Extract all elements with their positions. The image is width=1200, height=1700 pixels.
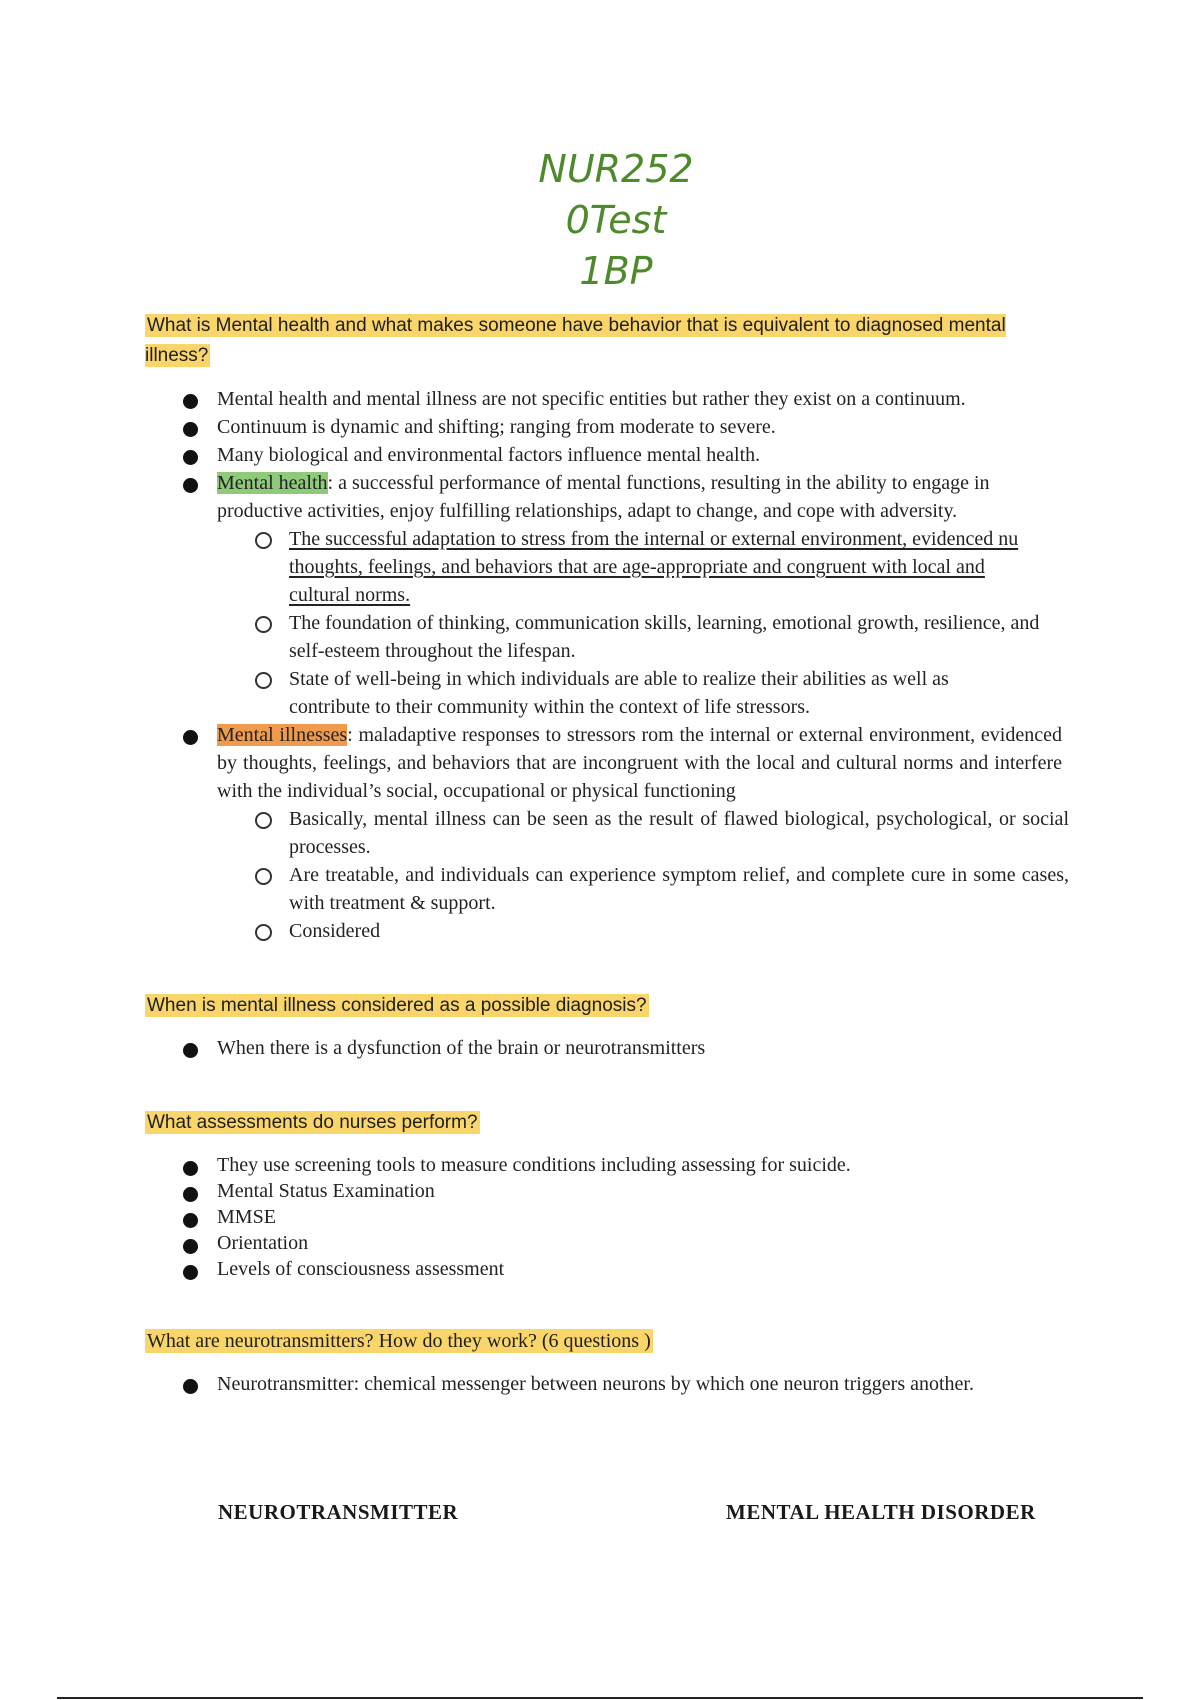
question-highlight: What are neurotransmitters? How do they work? (6 questions ) — [147, 1330, 651, 1352]
list-item — [0, 1370, 1062, 1398]
list-item-text: Mental Status Examination — [217, 1180, 435, 1202]
question-highlight: What assessments do nurses perform? — [147, 1112, 478, 1133]
sub-list-item — [217, 525, 1049, 609]
sub-list-item — [217, 861, 1069, 917]
bottom-divider — [57, 1697, 1143, 1699]
sub-list-item-text: The successful adaptation to stress from the internal or external environment, evidenced nu thoughts, feelings, and behaviors that are age-appropriate and congruent with local and cultural norms. — [289, 528, 1019, 606]
title-line-test: 0Test — [565, 198, 667, 242]
term-mental-illnesses: Mental illnesses — [217, 724, 348, 746]
title-line-bp: 1BP — [579, 249, 653, 293]
sub-list-item-text: The foundation of thinking, communication skills, learning, emotional growth, resilience, and self-esteem throughout the lifespan. — [289, 612, 1040, 662]
question-highlight: What is Mental health and what makes someone have behavior that is equivalent to diagnosed mental illness? — [145, 315, 1006, 366]
list-item-text: Levels of consciousness assessment — [217, 1258, 505, 1280]
definition-mental-illnesses: : maladaptive responses to stressors rom the internal or external environment, evidenced by thoughts, feelings, and behaviors that are incongruent with the local and cultural norms and interfere with the individual’s social, occupational or physical functioning — [217, 724, 1062, 802]
table-header-disorder: MENTAL HEALTH DISORDER — [726, 1500, 1036, 1524]
sub-list-item-text: Basically, mental illness can be seen as the result of flawed biological, psychological, or social processes. — [289, 808, 1069, 858]
sub-list-item — [217, 805, 1069, 861]
table-header-neurotransmitter: NEUROTRANSMITTER — [218, 1500, 459, 1524]
mental-health-sublist — [217, 525, 1062, 721]
list-item-text: Orientation — [217, 1232, 309, 1254]
bullet-icon — [183, 1043, 198, 1058]
list-item-text: MMSE — [217, 1206, 276, 1228]
list-item — [0, 385, 1062, 413]
list-item — [0, 721, 1069, 945]
list-item-text: Continuum is dynamic and shifting; ranging from moderate to severe. — [217, 416, 776, 438]
list-item-text: They use screening tools to measure conditions including assessing for suicide. — [217, 1154, 851, 1176]
sub-bullet-icon — [255, 616, 272, 633]
mental-illness-sublist — [217, 805, 1069, 945]
list-item — [0, 469, 1062, 721]
definition-mental-health: : a successful performance of mental functions, resulting in the ability to engage in productive activities, enjoy fulfilling relationships, adapt to change, and cope with adversity. — [217, 472, 990, 522]
bullet-icon — [183, 730, 198, 745]
list-item — [0, 441, 1062, 469]
list-item-text: Neurotransmitter: chemical messenger between neurons by which one neuron triggers another. — [217, 1373, 974, 1395]
list-item — [0, 1204, 1062, 1230]
list-item — [0, 1230, 1062, 1256]
list-item — [0, 1034, 1062, 1062]
list-item-text: Mental health and mental illness are not specific entities but rather they exist on a continuum. — [217, 388, 966, 410]
bullet-icon — [183, 450, 198, 465]
sub-bullet-icon — [255, 868, 272, 885]
sub-list-item-text: State of well-being in which individuals are able to realize their abilities as well as contribute to their community within the context of life stressors. — [289, 668, 949, 718]
bullet-icon — [183, 478, 198, 493]
neurotransmitters-list — [0, 1370, 1062, 1398]
bullet-icon — [183, 1239, 198, 1254]
list-item-text: When there is a dysfunction of the brain or neurotransmitters — [217, 1037, 706, 1059]
sub-bullet-icon — [255, 672, 272, 689]
list-item-text: Many biological and environmental factors influence mental health. — [217, 444, 761, 466]
document-title — [0, 144, 1200, 297]
assessments-list — [0, 1152, 1062, 1282]
bullet-icon — [183, 394, 198, 409]
question-assessments — [145, 1108, 480, 1138]
list-item — [0, 1256, 1062, 1282]
sub-list-item-text: Considered — [289, 920, 381, 942]
mental-health-list — [0, 385, 1069, 945]
sub-list-item — [217, 609, 1069, 665]
bullet-icon — [183, 1265, 198, 1280]
sub-list-item — [217, 665, 989, 721]
question-highlight: When is mental illness considered as a possible diagnosis? — [147, 995, 647, 1016]
sub-bullet-icon — [255, 924, 272, 941]
term-mental-health: Mental health — [217, 472, 328, 494]
bullet-icon — [183, 1187, 198, 1202]
question-neurotransmitters — [145, 1326, 653, 1356]
bullet-icon — [183, 1379, 198, 1394]
sub-list-item — [217, 917, 1069, 945]
bullet-icon — [183, 1213, 198, 1228]
sub-bullet-icon — [255, 532, 272, 549]
question-mental-health — [145, 311, 1075, 371]
list-item — [0, 413, 1062, 441]
diagnosis-list — [0, 1034, 1062, 1062]
list-item — [0, 1178, 1062, 1204]
sub-bullet-icon — [255, 812, 272, 829]
bullet-icon — [183, 1161, 198, 1176]
bullet-icon — [183, 422, 198, 437]
question-diagnosis — [145, 991, 649, 1021]
sub-list-item-text: Are treatable, and individuals can experience symptom relief, and complete cure in some cases, with treatment & support. — [289, 864, 1069, 914]
list-item — [0, 1152, 1062, 1178]
title-line-course: NUR252 — [538, 147, 694, 191]
